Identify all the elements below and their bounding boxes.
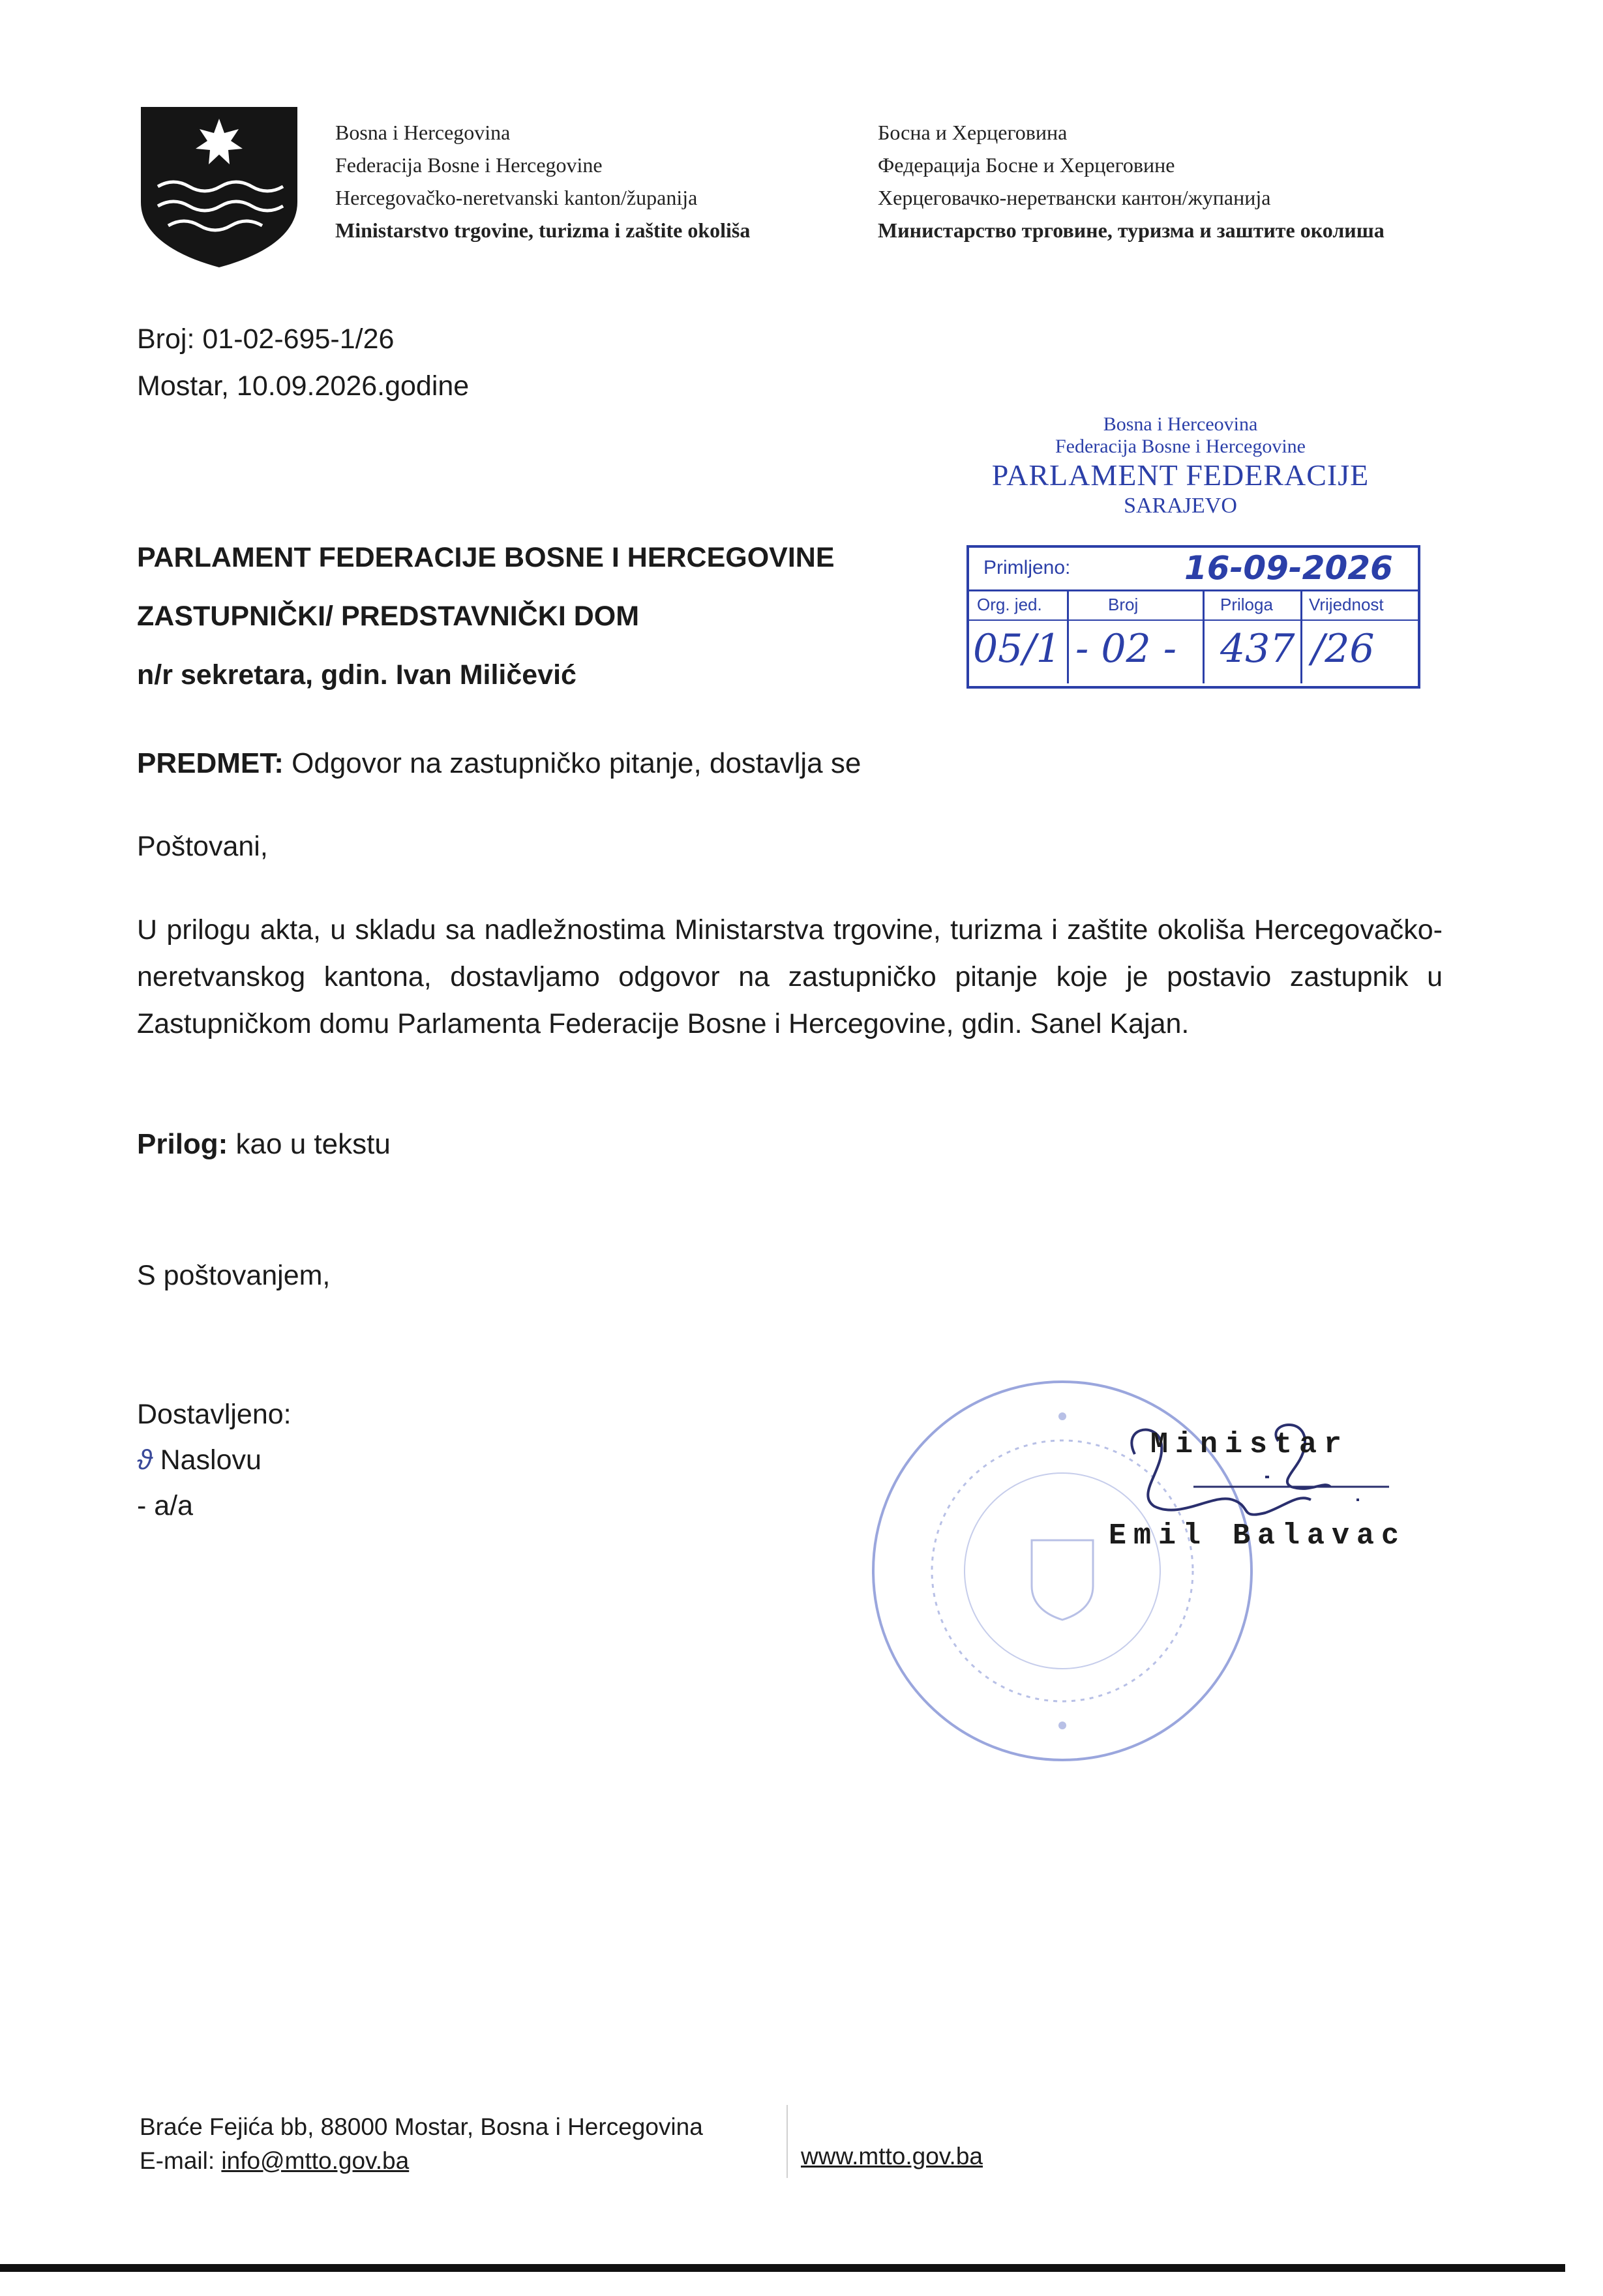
recipient-line: n/r sekretara, gdin. Ivan Miličević	[137, 659, 577, 691]
header-cyrillic-line: Федерација Босне и Херцеговине	[878, 153, 1175, 177]
stamp-col-vrijednost: Vrijednost	[1309, 595, 1384, 614]
receipt-stamp-header	[926, 413, 1435, 519]
reference-block	[137, 316, 469, 410]
stamp-cell-priloga	[1203, 589, 1302, 683]
header-cyrillic-ministry: Министарство трговине, туризма и заштите околиша	[878, 218, 1385, 242]
attachment-line	[137, 1128, 391, 1161]
header-cyrillic	[878, 116, 1385, 246]
stamp-row-divider	[969, 619, 1418, 621]
recipient-block	[137, 528, 835, 704]
distribution-item-text: - a/a	[137, 1490, 194, 1521]
stamp-cell-broj	[1067, 589, 1205, 683]
stamp-val-vrijednost: /26	[1311, 626, 1375, 672]
distribution-item	[137, 1437, 292, 1483]
recipient-line: PARLAMENT FEDERACIJE BOSNE I HERCEGOVINE	[137, 542, 835, 573]
footer-address-block	[140, 2110, 703, 2178]
recipient-line: ZASTUPNIČKI/ PREDSTAVNIČKI DOM	[137, 601, 640, 632]
signatory-name: Emil Balavac	[1109, 1519, 1407, 1553]
stamp-col-priloga: Priloga	[1220, 595, 1273, 614]
closing: S poštovanjem,	[137, 1260, 331, 1291]
subject-line	[137, 747, 861, 780]
receipt-stamp-box	[966, 545, 1420, 689]
coat-of-arms-icon	[138, 104, 300, 269]
handwritten-mark-icon: ϑ	[137, 1444, 160, 1476]
distribution-label: Dostavljeno:	[137, 1399, 292, 1430]
footer-website-link[interactable]: www.mtto.gov.ba	[801, 2143, 983, 2169]
stamp-parliament: PARLAMENT FEDERACIJE	[991, 458, 1370, 492]
header-cyrillic-line: Херцеговачко-неретвански кантон/жупанија	[878, 186, 1271, 209]
greeting: Poštovani,	[137, 831, 268, 862]
stamp-val-priloga: 437	[1220, 626, 1295, 672]
stamp-federation: Federacija Bosne i Hercegovine	[1055, 436, 1306, 457]
header-latin-line: Hercegovačko-neretvanski kanton/županija	[335, 186, 698, 209]
stamp-val-org: 05/1	[973, 626, 1061, 672]
header-cyrillic-line: Босна и Херцеговина	[878, 121, 1068, 144]
stamp-city: SARAJEVO	[1124, 494, 1237, 518]
stamp-received-label: Primljeno:	[983, 557, 1071, 578]
stamp-col-org: Org. jed.	[977, 595, 1042, 614]
bottom-border-bar	[0, 2264, 1565, 2272]
distribution-item-text: Naslovu	[160, 1444, 262, 1476]
footer-divider	[787, 2105, 788, 2178]
reference-number: Broj: 01-02-695-1/26	[137, 323, 395, 355]
footer-email-label: E-mail:	[140, 2147, 222, 2174]
footer-address: Braće Fejića bb, 88000 Mostar, Bosna i Hercegovina	[140, 2113, 703, 2140]
reference-place-date: Mostar, 10.09.2026.godine	[137, 370, 470, 402]
footer-email-link[interactable]: info@mtto.gov.ba	[221, 2147, 410, 2174]
distribution-block	[137, 1392, 292, 1528]
stamp-col-broj: Broj	[1108, 595, 1139, 614]
footer-website	[801, 2143, 983, 2170]
stamp-country: Bosna i Herceovina	[1103, 413, 1258, 435]
stamp-val-broj: - 02 -	[1075, 626, 1177, 672]
stamp-received-row	[969, 548, 1418, 591]
distribution-item	[137, 1483, 292, 1528]
stamp-cell-org	[969, 589, 1067, 683]
subject-text: Odgovor na zastupničko pitanje, dostavlja se	[283, 747, 861, 779]
attachment-text: kao u tekstu	[228, 1128, 391, 1160]
stamp-received-date: 16-09-2026	[1184, 549, 1393, 587]
header-latin-ministry: Ministarstvo trgovine, turizma i zaštite okoliša	[335, 218, 751, 242]
header-latin-line: Federacija Bosne i Hercegovine	[335, 153, 603, 177]
signatory-title: Ministar	[1150, 1428, 1349, 1461]
stamp-cell-vrijednost	[1300, 589, 1420, 683]
subject-label: PREDMET:	[137, 747, 284, 779]
footer-email-line	[140, 2144, 703, 2178]
header-latin-line: Bosna i Hercegovina	[335, 121, 511, 144]
header-latin	[335, 116, 750, 246]
attachment-label: Prilog:	[137, 1128, 228, 1160]
body-paragraph: U prilogu akta, u skladu sa nadležnostima Ministarstva trgovine, turizma i zaštite okoliša Hercegovačko-neretvanskog kantona, dostavljamo odgovor na zastupničko pitanje koje je postavio zastupnik u Zastupničkom domu Parlamenta Federacije Bosne i Hercegovine, gdin. Sanel Kajan.	[137, 914, 1443, 1039]
